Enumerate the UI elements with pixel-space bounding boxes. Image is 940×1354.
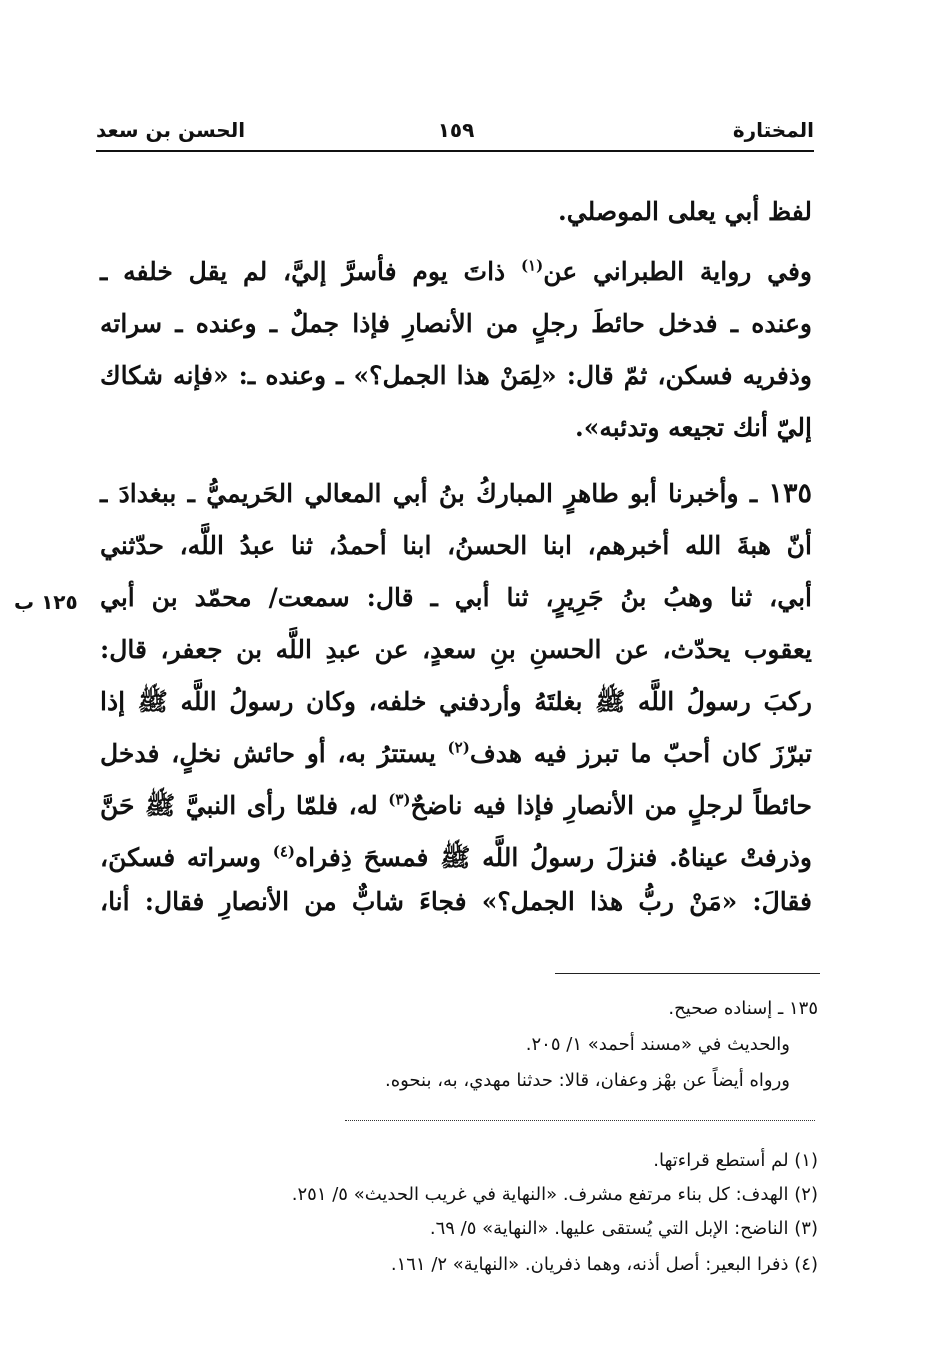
footnote-marker: (١) xyxy=(520,256,544,275)
body-text: وذرفتْ عيناهُ. فنزلَ رسولُ اللَّه ﷺ فمسحَ ذِفراه xyxy=(295,843,812,872)
body-text: وسراته فسكنَ، xyxy=(100,843,273,872)
body-text: ذاتَ يوم فأسرَّ إليَّ، لم يقل خلفه ـ xyxy=(100,257,521,286)
body-text: وفي رواية الطبراني عن xyxy=(543,257,812,286)
body-line: إليّ أنك تجيعه وتدئبه». xyxy=(575,413,812,442)
footnote-marker: (٣) xyxy=(388,790,411,809)
section-title: الحسن بن سعد xyxy=(96,118,246,142)
body-line: يعقوب يحدّث، عن الحسنِ بنِ سعدٍ، عن عبدِ اللَّه بن جعفر، قال: xyxy=(100,635,812,664)
body-line: لفظ أبي يعلى الموصلي. xyxy=(558,197,812,226)
running-header xyxy=(96,116,814,150)
footnote-separator xyxy=(555,973,820,974)
dotted-separator xyxy=(345,1120,815,1121)
footnote: (١) لم أستطع قراءتها. xyxy=(653,1150,818,1171)
body-line xyxy=(100,474,812,514)
takhrij-line: ١٣٥ ـ إسناده صحيح. xyxy=(668,998,818,1019)
footnote: (٤) ذفرا البعير: أصل أذنه، وهما ذفريان. «النهاية» ٢/ ١٦١. xyxy=(390,1254,818,1275)
body-line: أبي، ثنا وهبُ بنُ جَرِيرٍ، ثنا أبي ـ قال: سمعت/ محمّد بن أبي xyxy=(100,583,812,612)
body-line: وعنده ـ فدخل حائطَ رجلٍ من الأنصارِ فإذا جملٌ ـ وعنده ـ سراته xyxy=(100,309,812,338)
footnote: (٢) الهدف: كل بناء مرتفع مشرف. «النهاية في غريب الحديث» ٥/ ٢٥١. xyxy=(291,1184,818,1205)
header-rule xyxy=(96,150,814,152)
body-line xyxy=(100,786,812,826)
footnote-marker: (٤) xyxy=(272,842,295,861)
body-line xyxy=(100,252,812,292)
body-line xyxy=(100,838,812,878)
footnote-marker: (٢) xyxy=(447,738,470,757)
body-line: ركبَ رسولُ اللَّه ﷺ بغلتَهُ وأردفني خلفه، وكان رسولُ اللَّه ﷺ إذا xyxy=(100,687,812,716)
takhrij-line: والحديث في «مسند أحمد» ١/ ٢٠٥. xyxy=(525,1034,790,1055)
takhrij-line: ورواه أيضاً عن بهْز وعفان، قالا: حدثنا مهدي، به، بنحوه. xyxy=(384,1070,790,1091)
body-text: تبرّزَ كان أحبّ ما تبرز فيه هدف xyxy=(469,739,812,768)
margin-folio-note: ١٢٥ ب xyxy=(14,590,78,614)
body-line: أنّ هبةَ الله أخبرهم، ابنا الحسنُ، ابنا أحمدُ، ثنا عبدُ اللَّه، حدّثني xyxy=(100,531,812,560)
book-title: المختارة xyxy=(732,118,814,142)
body-text: له، فلمّا رأى النبيَّ ﷺ حَنَّ xyxy=(100,791,389,820)
body-line: وذفريه فسكن، ثمّ قال: «لِمَنْ هذا الجمل؟» ـ وعنده ـ: «فإنه شكاك xyxy=(100,361,812,390)
body-line xyxy=(100,734,812,774)
hadith-number: ١٣٥ xyxy=(768,478,812,509)
page-number: ١٥٩ xyxy=(437,118,475,142)
body-text: حائطاً لرجلٍ من الأنصارِ فإذا فيه ناضحٌ xyxy=(410,791,812,820)
footnote: (٣) الناضح: الإبل التي يُستقى عليها. «النهاية» ٥/ ٦٩. xyxy=(429,1218,818,1239)
body-line: فقالَ: «مَنْ ربُّ هذا الجمل؟» فجاءَ شابٌّ من الأنصارِ فقال: أنا، xyxy=(100,887,812,916)
body-text: ـ وأخبرنا أبو طاهرٍ المباركُ بنُ أبي المعالي الحَريميُّ ـ ببغدادَ ـ xyxy=(100,479,769,508)
body-text: يستترُ به، أو حائش نخلٍ، فدخل xyxy=(100,739,448,768)
